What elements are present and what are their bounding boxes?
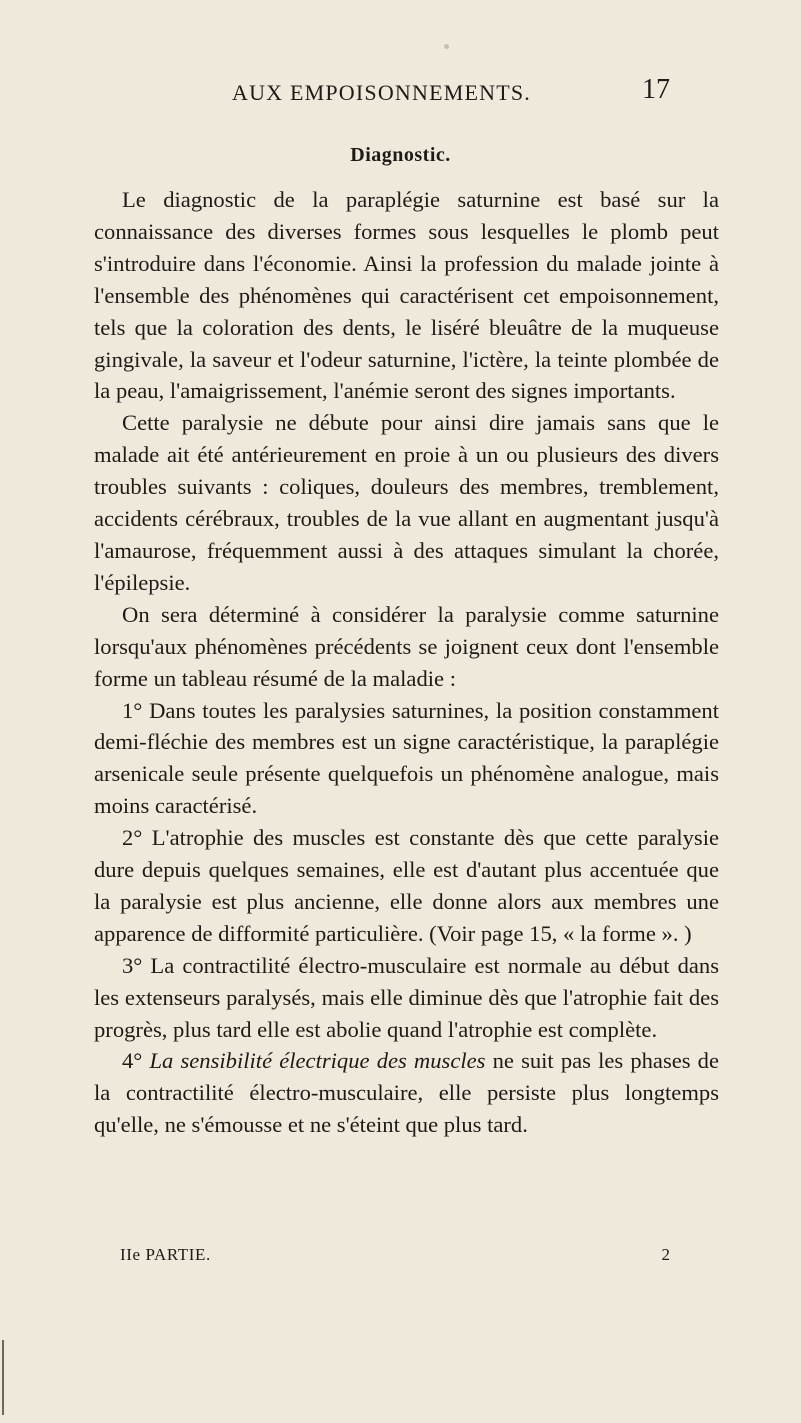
signature-number: 2 [661, 1245, 670, 1264]
paragraph-number: 4° [122, 1048, 143, 1074]
paragraph: 2° L'atrophie des muscles est constante dès que cette paralysie dure depuis quelques semaines, elle est d'autant plus accentuée que la paralysie est plus ancienne, elle donne alors aux membres une apparence de difformité particulière. (Voir page 15, « la forme ». ) [94, 825, 719, 946]
paragraph [94, 1045, 719, 1141]
signature-label: IIe PARTIE. [120, 1245, 211, 1264]
signature-line [120, 1245, 670, 1265]
running-header: AUX EMPOISONNEMENTS. [232, 80, 532, 105]
paragraph: 1° Dans toutes les paralysies saturnines, la position constamment demi-fléchie des membres est un signe caractéristique, la paraplégie arsenicale seule présente quelquefois un phénomène analogue, mais moins caractérisé. [94, 697, 719, 819]
binding-edge [2, 1340, 4, 1415]
paragraph-text: ne suit pas les phases de la contractilité électro-musculaire, elle persiste plus longtemps qu'elle, ne s'émousse et ne s'éteint que plus tard. [94, 1048, 720, 1138]
paragraph: 3° La contractilité électro-musculaire est normale au début dans les extenseurs paralysés, mais elle diminue dès que l'atrophie fait des progrès, plus tard elle est abolie quand l'atrophie est complète. [94, 952, 719, 1042]
paragraph: Cette paralysie ne débute pour ainsi dire jamais sans que le malade ait été antérieurement en proie à un ou plusieurs des divers troubles suivants : coliques, douleurs des membres, tremblement, accidents cérébraux, troubles de la vue allant en augmentant jusqu'à l'amaurose, fréquemment aussi à des attaques simulant la chorée, l'épilepsie. [94, 410, 719, 595]
italic-phrase: La sensibilité électrique des muscles [149, 1048, 486, 1074]
paragraph: On sera déterminé à considérer la paralysie comme saturnine lorsqu'aux phénomènes précédents se joignent ceux dont l'ensemble forme un tableau résumé de la maladie : [94, 601, 719, 691]
section-title: Diagnostic. [350, 144, 451, 166]
page-number: 17 [642, 74, 670, 105]
ink-speck [444, 44, 449, 49]
paragraph: Le diagnostic de la paraplégie saturnine est basé sur la connaissance des diverses formes sous lesquelles le plomb peut s'introduire dans l'économie. Ainsi la profession du malade jointe à l'ensemble des phénomènes qui caractérisent cet empoisonnement, tels que la coloration des dents, le liséré bleuâtre de la muqueuse gingivale, la saveur et l'odeur saturnine, l'ictère, la teinte plombée de la peau, l'amaigrissement, l'anémie seront des signes importants. [94, 187, 719, 404]
body-text [94, 184, 719, 1141]
